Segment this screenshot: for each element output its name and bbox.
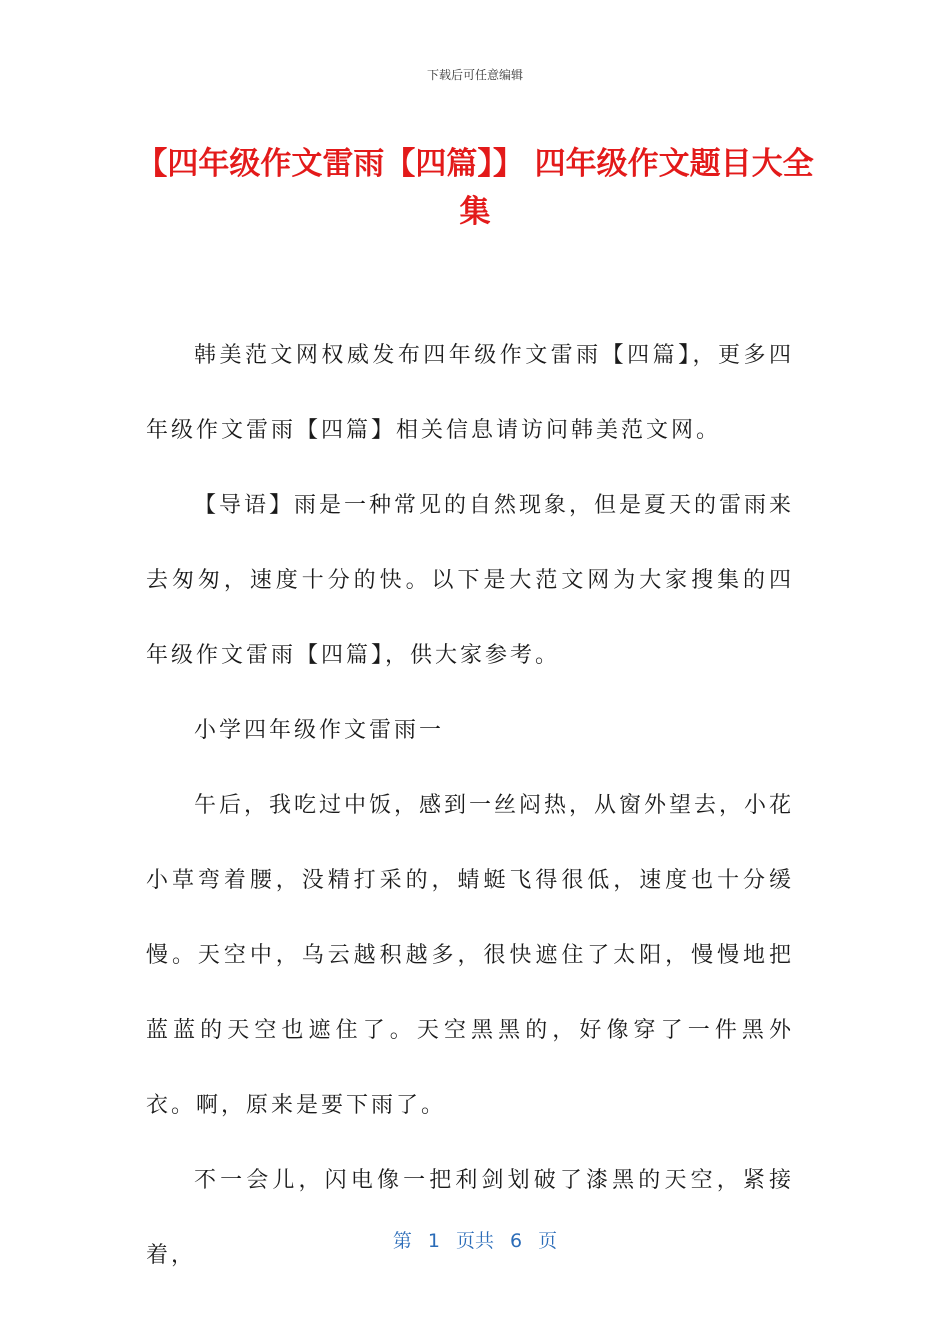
paragraph-body: 不一会儿，闪电像一把利剑划破了漆黑的天空，紧接着， (146, 1168, 794, 1268)
document-body (146, 318, 794, 1293)
paragraph-lead: 【导语】雨是一种常见的自然现象，但是夏天的雷雨来去匆匆，速度十分的快。以下是大范文网为大家搜集的四年级作文雷雨【四篇】，供大家参考。 (146, 493, 795, 668)
page-number: 第 1 页共 6 页 (392, 1230, 558, 1252)
paragraph-body: 午后，我吃过中饭，感到一丝闷热，从窗外望去，小花小草弯着腰，没精打采的，蜻蜓飞得很低，速度也十分缓慢。天空中，乌云越积越多，很快遮住了太阳，慢慢地把蓝蓝的天空也遮住了。天空黑黑的，好像穿了一件黑外衣。啊，原来是要下雨了。 (146, 793, 795, 1118)
section-heading: 小学四年级作文雷雨一 (194, 718, 445, 743)
document-title: 【四年级作文雷雨【四篇】】 四年级作文题目大全集 (136, 146, 814, 230)
paragraph-intro: 韩美范文网权威发布四年级作文雷雨【四篇】，更多四年级作文雷雨【四篇】相关信息请访问韩美范文网。 (146, 343, 794, 443)
header-note: 下载后可任意编辑 (426, 68, 523, 82)
